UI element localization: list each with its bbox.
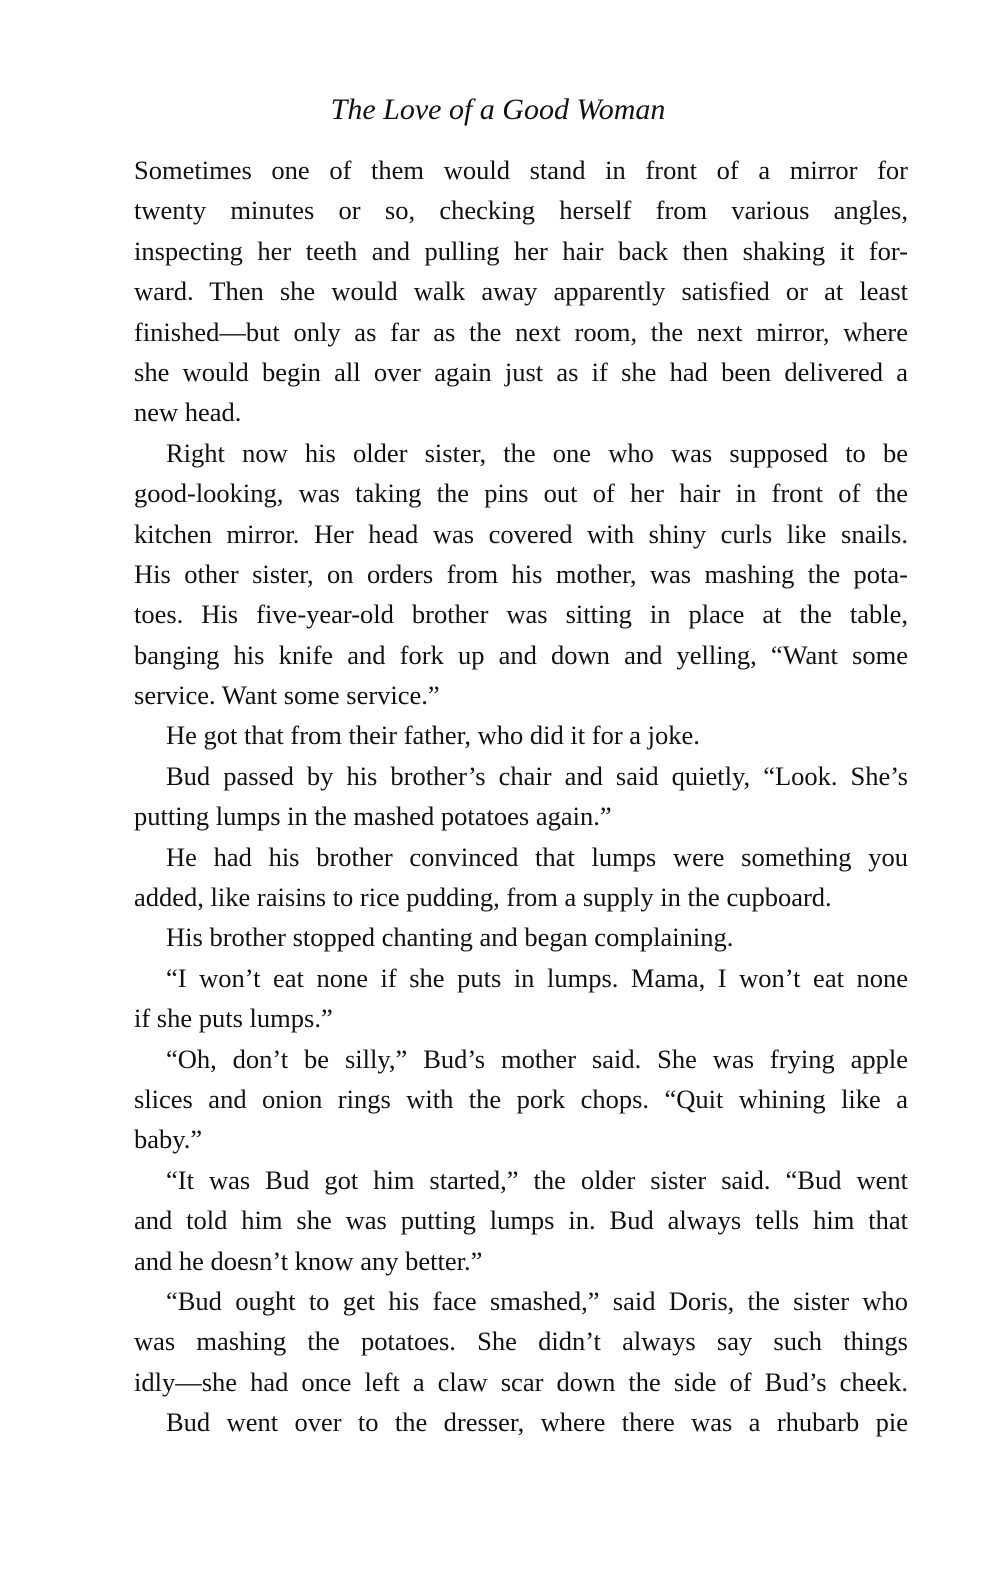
text-line: “I won’t eat none if she puts in lumps. Mama, I won’t eat none [166,962,908,993]
text-line: Sometimes one of them would stand in front of a mirror for [134,155,908,185]
running-head: The Love of a Good Woman [330,93,666,126]
text-line: was mashing the potatoes. She didn’t always say such things [134,1326,908,1357]
body-text [134,150,908,1443]
text-line: Right now his older sister, the one who was supposed to be [166,437,908,468]
text-line: “Bud ought to get his face smashed,” said Doris, the sister who [166,1285,908,1316]
text-line: added, like raisins to rice pudding, from a supply in the cupboard. [134,882,832,913]
text-line: and told him she was putting lumps in. Bud always tells him that [134,1205,908,1236]
text-line: baby.” [134,1124,203,1155]
text-line: new head. [134,397,242,428]
text-line: Bud went over to the dresser, where there was a rhubarb pie [166,1407,908,1438]
text-line: twenty minutes or so, checking herself from various angles, [134,195,908,226]
text-line: toes. His five-year-old brother was sitting in place at the table, [134,599,908,630]
text-line: putting lumps in the mashed potatoes again.” [134,801,612,832]
text-line: He had his brother convinced that lumps were something you [166,841,908,872]
text-line: kitchen mirror. Her head was covered with shiny curls like snails. [134,518,908,549]
text-line: slices and onion rings with the pork chops. “Quit whining like a [134,1083,908,1114]
text-line: Bud passed by his brother’s chair and said quietly, “Look. She’s [166,760,908,791]
text-line: ward. Then she would walk away apparently satisfied or at least [134,276,908,307]
text-line: His other sister, on orders from his mother, was mashing the pota- [134,558,908,589]
text-line: she would begin all over again just as if she had been delivered a [134,356,908,387]
text-line: banging his knife and fork up and down and yelling, “Want some [134,639,908,670]
text-line: He got that from their father, who did it for a joke. [166,720,700,751]
text-line: “It was Bud got him started,” the older sister said. “Bud went [166,1164,908,1195]
text-line: inspecting her teeth and pulling her hair back then shaking it for- [134,235,908,266]
text-line: His brother stopped chanting and began complaining. [166,922,734,953]
text-line: finished—but only as far as the next room, the next mirror, where [134,316,908,347]
text-line: “Oh, don’t be silly,” Bud’s mother said. She was frying apple [166,1043,908,1074]
text-line: if she puts lumps.” [134,1003,333,1034]
text-line: service. Want some service.” [134,680,440,711]
text-line: and he doesn’t know any better.” [134,1245,483,1276]
text-line: idly—she had once left a claw scar down the side of Bud’s cheek. [134,1366,908,1397]
text-line: good-looking, was taking the pins out of her hair in front of the [134,478,908,509]
